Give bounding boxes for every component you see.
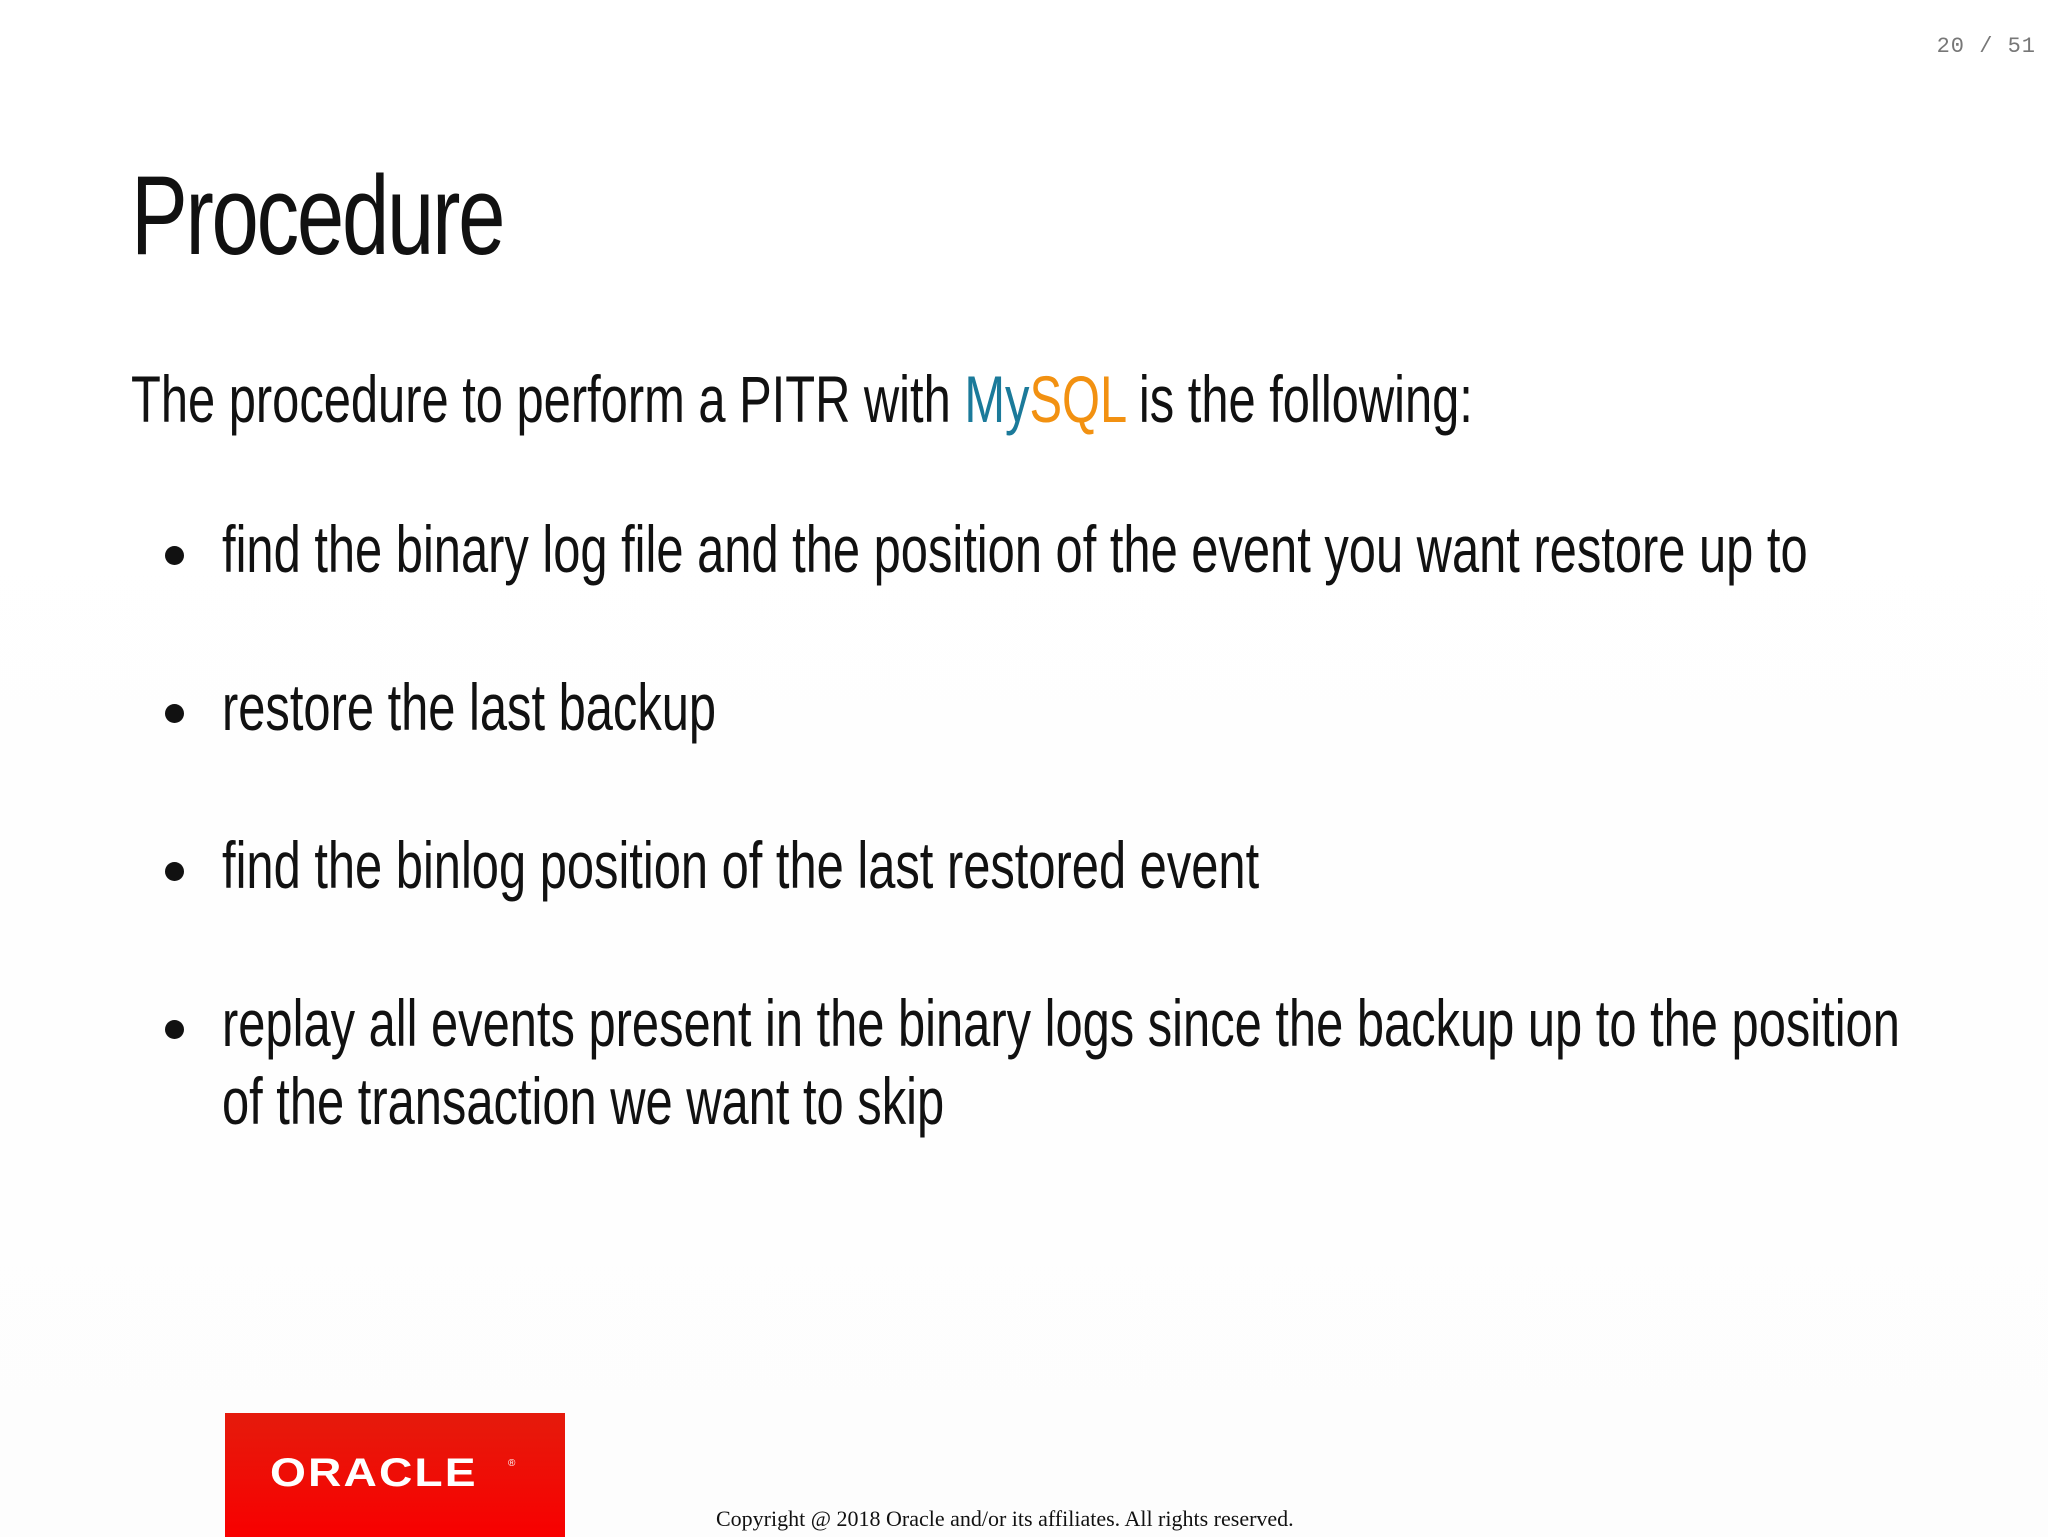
intro-before: The procedure to perform a PITR with <box>131 362 965 436</box>
bullet-icon <box>165 1020 184 1039</box>
procedure-step <box>160 984 1980 1140</box>
page-current: 20 <box>1936 34 1965 59</box>
oracle-wordmark-icon <box>270 1452 520 1498</box>
slide-title: Procedure <box>131 153 504 278</box>
procedure-step <box>160 510 1980 588</box>
mysql-my: My <box>964 362 1030 436</box>
step-text: find the binary log file and the position of the event you want restore up to <box>222 512 1808 586</box>
procedure-step <box>160 826 1980 904</box>
bullet-icon <box>165 546 184 565</box>
procedure-step <box>160 668 1980 746</box>
page-separator: / <box>1979 34 1994 59</box>
page-counter <box>1937 34 2036 59</box>
step-text: restore the last backup <box>222 670 717 744</box>
bullet-icon <box>165 704 184 723</box>
page-total: 51 <box>2007 34 2036 59</box>
step-text: find the binlog position of the last restored event <box>222 828 1260 902</box>
step-text: replay all events present in the binary logs since the backup up to the position of the transaction we want to skip <box>222 986 1900 1138</box>
bullet-icon <box>165 862 184 881</box>
svg-text:ORACLE: ORACLE <box>270 1452 478 1496</box>
intro-after: is the following: <box>1125 362 1473 436</box>
copyright-notice: Copyright @ 2018 Oracle and/or its affiliates. All rights reserved. <box>716 1506 1294 1531</box>
intro-sentence <box>131 362 1473 436</box>
procedure-steps <box>160 510 1980 1220</box>
mysql-sql: SQL <box>1029 362 1126 436</box>
oracle-logo <box>225 1413 565 1537</box>
svg-text:®: ® <box>508 1458 516 1469</box>
